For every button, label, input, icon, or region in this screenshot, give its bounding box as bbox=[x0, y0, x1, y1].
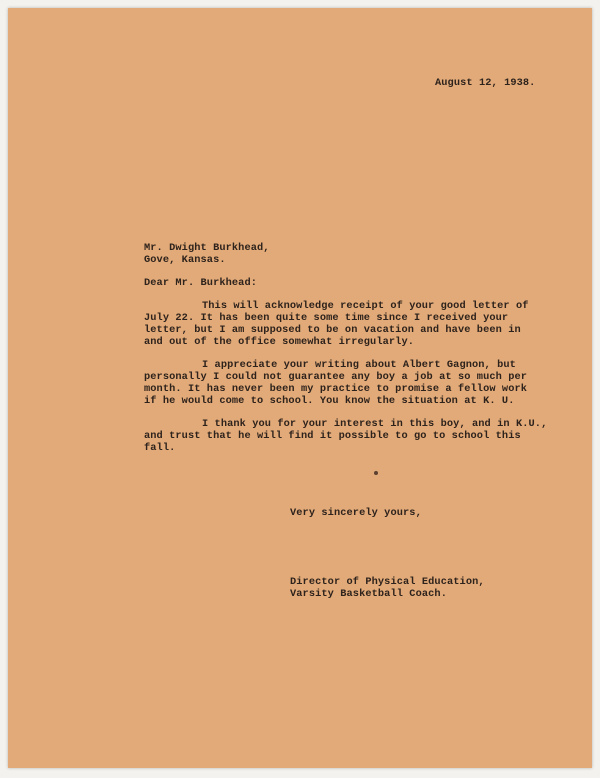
paragraph-3-line-3: fall. bbox=[144, 442, 176, 454]
recipient-name: Mr. Dwight Burkhead, bbox=[144, 242, 270, 254]
paragraph-2-line-4: if he would come to school. You know the situation at K. U. bbox=[144, 395, 515, 407]
paragraph-1-line-2: July 22. It has been quite some time since I received your bbox=[144, 312, 509, 324]
recipient-location: Gove, Kansas. bbox=[144, 254, 226, 266]
signature-line-1: Director of Physical Education, bbox=[290, 576, 485, 588]
signature-line-2: Varsity Basketball Coach. bbox=[290, 588, 447, 600]
paragraph-2-line-1: I appreciate your writing about Albert Gagnon, but bbox=[202, 359, 516, 371]
salutation: Dear Mr. Burkhead: bbox=[144, 277, 258, 289]
paragraph-3-line-1: I thank you for your interest in this boy, and in K.U., bbox=[202, 418, 548, 430]
closing: Very sincerely yours, bbox=[290, 507, 422, 519]
letter-page bbox=[8, 8, 592, 768]
paragraph-2-line-2: personally I could not guarantee any boy a job at so much per bbox=[144, 371, 528, 383]
letter-date: August 12, 1938. bbox=[435, 77, 536, 89]
paper-speck bbox=[374, 471, 378, 475]
paragraph-1-line-4: and out of the office somewhat irregularly. bbox=[144, 336, 415, 348]
paragraph-1-line-1: This will acknowledge receipt of your good letter of bbox=[202, 300, 529, 312]
paragraph-1-line-3: letter, but I am supposed to be on vacation and have been in bbox=[144, 324, 521, 336]
paragraph-2-line-3: month. It has never been my practice to promise a fellow work bbox=[144, 383, 528, 395]
paragraph-3-line-2: and trust that he will find it possible to go to school this bbox=[144, 430, 521, 442]
